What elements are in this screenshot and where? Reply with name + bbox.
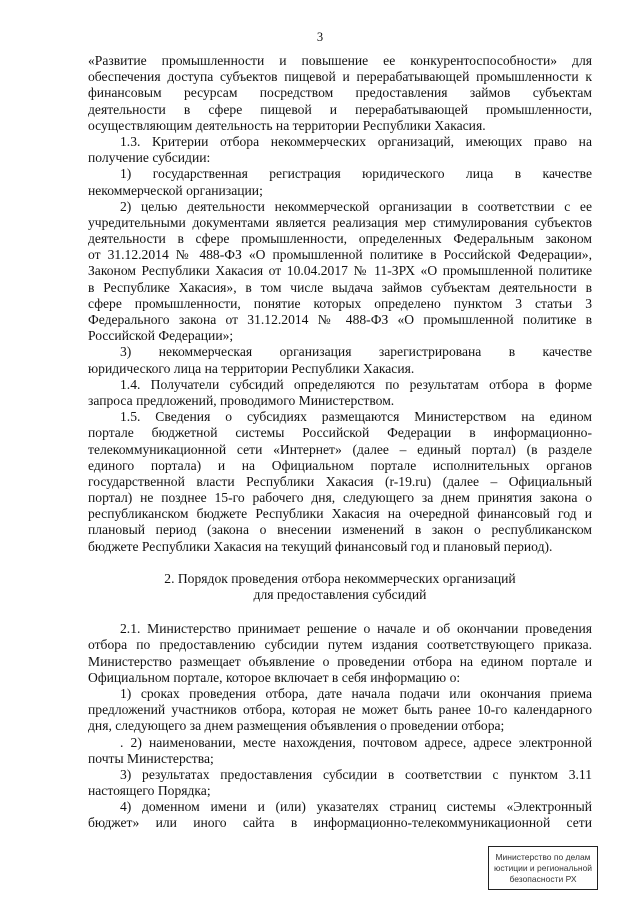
- text-line: 3) результатах предоставления субсидии в соответствии с пунктом 3.11: [120, 766, 592, 782]
- text-line: телекоммуникационной сети «Интернет» (далее – единый портал) (в разделе: [88, 441, 592, 457]
- text-line: получение субсидии:: [88, 150, 211, 166]
- text-line: деятельности в сфере пищевой и перерабатывающей промышленности,: [88, 101, 592, 117]
- text-line: деятельности в сфере промышленности, определенных Федеральным законом: [88, 231, 592, 247]
- text-line: обеспечения доступа субъектов пищевой и перерабатывающей промышленности к: [88, 69, 592, 85]
- text-line: юридического лица на территории Республики Хакасия.: [88, 360, 415, 376]
- text-line: республиканском бюджете Республики Хакасия на очередной финансовый год и: [88, 506, 592, 522]
- text-line: некоммерческой организации;: [88, 182, 263, 198]
- stamp-line: Министерство по делам: [495, 852, 591, 862]
- text-line: в Республике Хакасия», в том числе выдача займов субъектам деятельности в: [88, 279, 592, 295]
- text-line: 4) доменном имени и (или) указателях страниц системы «Электронный: [120, 799, 592, 815]
- text-line: Федерального закона от 31.12.2014 № 488-ФЗ «О промышленной политике в: [88, 312, 592, 327]
- section-heading: для предоставления субсидий: [253, 587, 427, 602]
- text-line: учредительными документами является реализация мер стимулирования субъектов: [88, 214, 592, 230]
- text-line: предложений участников отбора, которая не может быть ранее 10-го календарного: [88, 702, 592, 718]
- text-line: 1.3. Критерии отбора некоммерческих организаций, имеющих право на: [120, 133, 592, 149]
- text-line: 1.5. Сведения о субсидиях размещаются Министерством на едином: [120, 409, 592, 425]
- registration-stamp: [488, 846, 598, 890]
- text-line: 2) целью деятельности некоммерческой организации в соответствии с ее: [120, 198, 592, 214]
- text-line: 2.1. Министерство принимает решение о начале и об окончании проведения: [120, 621, 592, 637]
- text-line: бюджет» или иного сайта в информационно-телекоммуникационной сети: [88, 815, 592, 831]
- text-line: дня, следующего за днем размещения объявления о проведении отбора;: [88, 718, 505, 734]
- text-line: осуществляющим деятельность на территории Республики Хакасия.: [88, 117, 486, 133]
- text-line: финансовым ресурсам посредством предоставления займов субъектам: [88, 85, 592, 101]
- stamp-line: юстиции и региональной: [493, 863, 593, 873]
- text-line: Министерство размещает объявление о проведении отбора на едином портале и: [88, 653, 592, 669]
- text-line: «Развитие промышленности и повышение ее конкурентоспособности» для: [88, 53, 592, 68]
- text-line: плановый период (закона о внесении изменений в закон о республиканском: [88, 522, 592, 538]
- text-line: запроса предложений, проводимого Министерством.: [88, 392, 395, 408]
- text-line: 1) государственная регистрация юридического лица в качестве: [120, 166, 592, 182]
- document-body: [88, 53, 592, 832]
- text-line: Законом Республики Хакасия от 10.04.2017 № 11-ЗРХ «О промышленной политике: [88, 263, 592, 279]
- text-line: бюджете Республики Хакасия на текущий финансовый год и плановый период).: [88, 538, 553, 554]
- section-heading: 2. Порядок проведения отбора некоммерческих организаций: [164, 570, 516, 586]
- text-line: портал) не позднее 15-го рабочего дня, следующего за днем принятия закона о: [88, 490, 592, 506]
- text-line: Официальном портале, которое включает в себя информацию о:: [88, 669, 461, 685]
- text-line: почты Министерства;: [88, 750, 214, 766]
- text-line: от 31.12.2014 № 488-ФЗ «О промышленной политике в Российской Федерации»,: [88, 247, 592, 263]
- text-line: портале бюджетной системы Российской Федерации в информационно-: [88, 425, 592, 441]
- stamp-line: безопасности РХ: [509, 874, 577, 884]
- page-number: 3: [316, 30, 324, 44]
- text-line: отбора по предоставлению субсидии путем издания соответствующего приказа.: [88, 637, 592, 653]
- text-line: единого портала) и на Официальном портале исполнительных органов: [88, 457, 592, 473]
- text-line: 1) сроках проведения отбора, дате начала подачи или окончания приема: [120, 685, 592, 701]
- text-line: сфере промышленности, понятие которых определено пунктом 3 статьи 3: [88, 295, 592, 311]
- text-line: . 2) наименовании, месте нахождения, почтовом адресе, адресе электронной: [120, 734, 592, 750]
- text-line: государственной власти Республики Хакасия (r-19.ru) (далее – Официальный: [88, 473, 592, 489]
- text-line: настоящего Порядка;: [88, 783, 211, 799]
- text-line: Российской Федерации»;: [88, 328, 234, 344]
- text-line: 3) некоммерческая организация зарегистрирована в качестве: [120, 344, 592, 360]
- text-line: 1.4. Получатели субсидий определяются по результатам отбора в форме: [120, 376, 592, 392]
